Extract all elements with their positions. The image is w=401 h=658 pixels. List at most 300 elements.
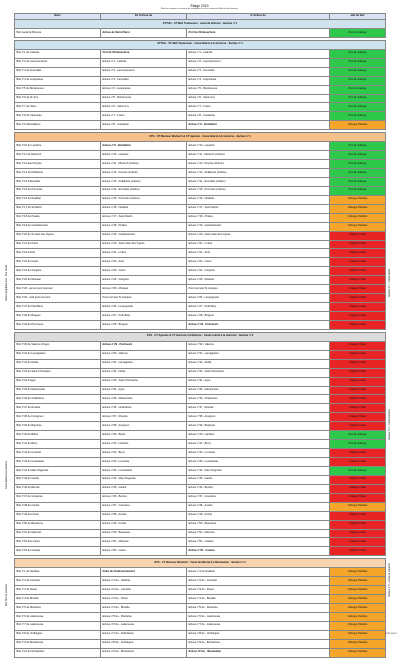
table-row bbox=[15, 547, 386, 556]
from-lock-cell: Ecluse n°23 - Cacor bbox=[101, 267, 187, 276]
bief-name-cell: Bief n°10 de Lavache bbox=[15, 142, 101, 151]
footer-label: ETAT BIEFS bbox=[384, 633, 397, 635]
to-lock-cell: Ecluse n°12 - Peyrets (chaîne) bbox=[187, 160, 330, 169]
status-cell: Vidange Totale bbox=[330, 413, 386, 422]
bief-name-cell: Bief n°51 de Mazerac bbox=[15, 529, 101, 538]
bief-name-cell: Bief n°45 de Gaulot bbox=[15, 475, 101, 484]
bief-name-cell: Bief n°42 de la Gaule bbox=[15, 449, 101, 458]
from-lock-cell: Ecluse n°19 - Castelsarrasin bbox=[101, 231, 187, 240]
bief-name-cell: Bief n°44 du Mas d'Agenais bbox=[15, 466, 101, 475]
table-row bbox=[15, 49, 386, 58]
to-lock-cell: Ecluse n°7 de - Lalanneuse bbox=[187, 621, 330, 630]
status-cell: Vidange Totale bbox=[330, 422, 386, 431]
to-lock-cell: Ecluse n°39 - Bapteste bbox=[187, 422, 330, 431]
to-lock-cell: Ecluse n°36 - Chabrières bbox=[187, 395, 330, 404]
column-header-from: De l'écluse de bbox=[101, 14, 187, 20]
status-cell: Vidange Totale bbox=[330, 240, 386, 249]
table-row bbox=[15, 458, 386, 467]
to-lock-cell: Ecluse n°1 de Noalhac bbox=[187, 568, 330, 577]
to-lock-cell: Ecluse n°38 - Auvignon bbox=[187, 413, 330, 422]
to-lock-cell: Ecluse n°33 - Saint Christophe bbox=[187, 368, 330, 377]
bief-name-cell: Bief n°8 de Castelnau bbox=[15, 112, 101, 121]
to-lock-cell: Ecluse 10 bis - Montauban bbox=[187, 648, 330, 657]
status-cell: Vidange Totale bbox=[330, 267, 386, 276]
bief-name-cell: Bief n°11 de Montech bbox=[15, 151, 101, 160]
from-lock-cell: Ecluse n°17 - Saint Martin bbox=[101, 213, 187, 222]
to-lock-cell: Ecluse n°9 - Emballens bbox=[187, 121, 330, 130]
from-lock-cell: Ecluse n°30 - Valence bbox=[101, 350, 187, 359]
to-lock-cell: Ecluse n°49 - Fontet bbox=[187, 511, 330, 520]
bief-name-cell: Bief n°50 de Bassanne bbox=[15, 520, 101, 529]
to-lock-cell: Ecluse n°9 de - Borbétouve bbox=[187, 639, 330, 648]
bief-name-cell: Bief n°9 d'Emballens bbox=[15, 121, 101, 130]
from-lock-cell: Ecluse n°50 - Bassanne bbox=[101, 529, 187, 538]
bief-name-cell: Bief n°4 de Bretelle bbox=[15, 595, 101, 604]
from-lock-cell: Ecluse n°51 - Mazerac bbox=[101, 538, 187, 547]
table-row bbox=[15, 249, 386, 258]
bief-name-cell: Bief n°31 de Lamagistère bbox=[15, 350, 101, 359]
from-lock-cell: Ecluse n°39 - Baïse bbox=[101, 431, 187, 440]
table-row bbox=[15, 195, 386, 204]
from-lock-cell: Ecluse n°35 - Mariannette bbox=[101, 395, 187, 404]
to-lock-cell: Ecluse n°27 - Petit Bézy bbox=[187, 303, 330, 312]
status-cell: Pas de vidange bbox=[330, 85, 386, 94]
from-lock-cell: Ecluse n°52 - Gares bbox=[101, 547, 187, 556]
from-lock-cell: Ecluse n°15 - Pommiès (chaîne) bbox=[101, 195, 187, 204]
bief-name-cell: Bief n°36 de Chabrières bbox=[15, 395, 101, 404]
table-row bbox=[15, 76, 386, 85]
table-row bbox=[15, 395, 386, 404]
table-row bbox=[15, 404, 386, 413]
bief-name-cell: Bief n°35 de Mariannette bbox=[15, 386, 101, 395]
section-title: STTHG - ST Midi Toulousain - Canal latéral à la Garonne - Secteur n°1 bbox=[15, 40, 386, 49]
bief-name-cell: Bief n°27 de Petit Bézy bbox=[15, 303, 101, 312]
bief-name-cell: Bief n°1 de Noalhac bbox=[15, 568, 101, 577]
table-row bbox=[15, 258, 386, 267]
bief-name-cell: Bief n°23 de Cacor bbox=[15, 258, 101, 267]
table-row bbox=[15, 621, 386, 630]
status-cell: Vidange Totale bbox=[330, 493, 386, 502]
table-row bbox=[15, 177, 386, 186]
table-row bbox=[15, 312, 386, 321]
status-cell: Vidange Partielle bbox=[330, 586, 386, 595]
status-cell: Vidange Totale bbox=[330, 276, 386, 285]
bief-name-cell: Bief n°52 des Gares bbox=[15, 538, 101, 547]
status-cell: Vidange Totale bbox=[330, 484, 386, 493]
to-lock-cell: Ecluse n°31 - Lamagistère bbox=[187, 350, 330, 359]
table-row bbox=[15, 604, 386, 613]
status-cell: Vidange Partielle bbox=[330, 222, 386, 231]
table-row bbox=[15, 359, 386, 368]
bief-name-cell: Bief n°30 de Valence d'Agen bbox=[15, 341, 101, 350]
from-lock-cell: Ecluse n°32 - Noble bbox=[101, 368, 187, 377]
section-header-row bbox=[15, 133, 386, 142]
status-cell: Pas de vidange bbox=[330, 169, 386, 178]
to-lock-cell: Port de l'Embouchure bbox=[187, 28, 330, 37]
document-subtitle: État des étiages et niveaux de navigation sur les canaux du Midi et de Garonne bbox=[161, 8, 238, 10]
bief-name-cell: Bief n°8 de Verlhaguet bbox=[15, 630, 101, 639]
to-lock-cell: Ecluse n°3 de - Fisset bbox=[187, 586, 330, 595]
from-lock-cell: Ecluse n°12 - Peyrets (chaîne) bbox=[101, 169, 187, 178]
table-row bbox=[15, 368, 386, 377]
bief-name-cell: Bief n°14 d'Escudiès bbox=[15, 177, 101, 186]
to-lock-cell: Ecluse n°3 - Fenouillet bbox=[187, 67, 330, 76]
status-cell: Pas de vidange bbox=[330, 103, 386, 112]
status-cell: Vidange Partielle bbox=[330, 630, 386, 639]
bief-name-cell: Bief n°10 de Montauban bbox=[15, 648, 101, 657]
from-lock-cell: Ecluse n°31 - Lamagistère bbox=[101, 359, 187, 368]
status-cell: Vidange Totale bbox=[330, 395, 386, 404]
side-label-left-2: Canal latéral à la Garonne bbox=[5, 461, 8, 489]
status-cell: Vidange Totale bbox=[330, 249, 386, 258]
bief-name-cell: Bief n°29 de Pommevic bbox=[15, 320, 101, 329]
table-row bbox=[15, 431, 386, 440]
to-lock-cell: Ecluse n°41 - Berry bbox=[187, 440, 330, 449]
from-lock-cell: Ecluse n°49 - Fontet bbox=[101, 520, 187, 529]
status-cell: Pas de vidange bbox=[330, 440, 386, 449]
from-lock-cell: Ecluse n°14 - Escudiès (chaîne) bbox=[101, 186, 187, 195]
bief-name-cell: Bief n°1 de Lalande bbox=[15, 49, 101, 58]
from-lock-cell: Ecluse n°1 - Lalande bbox=[101, 58, 187, 67]
status-cell: Vidange Totale bbox=[330, 520, 386, 529]
status-cell: Vidange Partielle bbox=[330, 639, 386, 648]
to-lock-cell: Ecluse n°4 - Lespinasse bbox=[187, 76, 330, 85]
status-cell: Pas de vidange bbox=[330, 160, 386, 169]
status-cell: Pas de vidange bbox=[330, 142, 386, 151]
table-row bbox=[15, 294, 386, 303]
from-lock-cell: Ecluse n°13 - Pellaborie (chaîne) bbox=[101, 177, 187, 186]
table-row bbox=[15, 276, 386, 285]
table-row bbox=[15, 169, 386, 178]
status-cell: Vidange Totale bbox=[330, 386, 386, 395]
table-row bbox=[15, 341, 386, 350]
from-lock-cell: Ecluse n°25 - Moissac bbox=[101, 285, 187, 294]
table-row bbox=[15, 440, 386, 449]
table-row bbox=[15, 58, 386, 67]
table-row bbox=[15, 67, 386, 76]
to-lock-cell: Ecluse n°16 - Noalhac bbox=[187, 195, 330, 204]
to-lock-cell: Ecluse n°29 - Pommevic bbox=[187, 320, 330, 329]
to-lock-cell: Ecluse n°21 - L'Hers bbox=[187, 240, 330, 249]
from-lock-cell: Ecluse n°18 - Prades bbox=[101, 222, 187, 231]
to-lock-cell: Ecluse n°34 - Agen bbox=[187, 377, 330, 386]
table-row bbox=[15, 142, 386, 151]
bief-name-cell: Bief n°3 de Fisset bbox=[15, 586, 101, 595]
status-cell: Vidange Partielle bbox=[330, 568, 386, 577]
from-lock-cell: Ecluse n°6 - Saint-Jory bbox=[101, 103, 187, 112]
status-cell: Vidange Totale bbox=[330, 538, 386, 547]
bief-name-cell: Bief n°18 de Prades bbox=[15, 213, 101, 222]
table-row bbox=[15, 502, 386, 511]
bief-name-cell: Bief n°47 de Gravières bbox=[15, 493, 101, 502]
table-row bbox=[15, 267, 386, 276]
side-label-left-1: Voies navigables Sud - Sud Ouest bbox=[5, 264, 8, 302]
from-lock-cell: Ecluse n°16 - Noalhac bbox=[101, 204, 187, 213]
to-lock-cell: Ecluse n°51 - Mazerac bbox=[187, 529, 330, 538]
section-title: STG - ST Moissac Montech & CT Agenais - Canal latéral à la Garonne - Secteur n°1 bbox=[15, 133, 386, 142]
to-lock-cell: Ecluse n°32 - Noble bbox=[187, 359, 330, 368]
to-lock-cell: Ecluse n°48 - Auriole bbox=[187, 502, 330, 511]
table-row bbox=[15, 85, 386, 94]
side-label-right-0: Secteur n°1 - Canal latéral bbox=[388, 268, 391, 298]
bief-name-cell: Bief n°20 de St Jean des Vignes bbox=[15, 231, 101, 240]
table-row bbox=[15, 568, 386, 577]
to-lock-cell: Ecluse n°25 - Moissac bbox=[187, 276, 330, 285]
status-cell: Vidange Totale bbox=[330, 475, 386, 484]
to-lock-cell: Ecluse n°30 - Valence bbox=[187, 341, 330, 350]
section-title: STG - CT Agenais & CT Garonne Confluence - Canal Latéral à la Garonne - Secteur n°2 bbox=[15, 332, 386, 341]
status-cell: Vidange Totale bbox=[330, 341, 386, 350]
bief-name-cell: Bief n°5 de Bordeneuve bbox=[15, 85, 101, 94]
from-lock-cell: Ecluse n°36 - Chabrières bbox=[101, 404, 187, 413]
table-row bbox=[15, 121, 386, 130]
document-page bbox=[14, 4, 385, 658]
status-cell: Vidange Partielle bbox=[330, 502, 386, 511]
to-lock-cell: Ecluse n°6 - Saint-Jory bbox=[187, 94, 330, 103]
table-row bbox=[15, 303, 386, 312]
from-lock-cell: Ecluse n°5 de - Mortarieu bbox=[101, 612, 187, 621]
from-lock-cell: Ecluse n°5 - Bordeneuve bbox=[101, 94, 187, 103]
bief-name-cell: Bief canal de Brienne bbox=[15, 28, 101, 37]
to-lock-cell: Ecluse n°4 de - Bretelle bbox=[187, 595, 330, 604]
from-lock-cell: Ecluse n°6 de - Lalanneuse bbox=[101, 621, 187, 630]
from-lock-cell: Ecluse n°40 - Larderet bbox=[101, 440, 187, 449]
status-cell: Vidange Partielle bbox=[330, 604, 386, 613]
status-cell: Pas de vidange bbox=[330, 177, 386, 186]
table-row bbox=[15, 630, 386, 639]
bief-name-cell: Bief n°26 - aval pont tournant bbox=[15, 294, 101, 303]
status-cell: Vidange Partielle bbox=[330, 612, 386, 621]
biefs-table bbox=[14, 13, 386, 658]
bief-name-cell: Bief n°16 de Noalhac bbox=[15, 195, 101, 204]
side-label-right-1: Secteur n°2 - Canal Garonne bbox=[388, 409, 391, 441]
to-lock-cell: Ecluse n°23 - Cacor bbox=[187, 258, 330, 267]
status-cell: Pas de vidange bbox=[330, 76, 386, 85]
bief-name-cell: Bief n°21 de l'Hers bbox=[15, 240, 101, 249]
table-row bbox=[15, 285, 386, 294]
to-lock-cell: Ecluse n°13 - Pellaborie (chaîne) bbox=[187, 169, 330, 178]
to-lock-cell: Ecluse n°15 - Pommiès (chaîne) bbox=[187, 186, 330, 195]
status-cell: Pas de vidange bbox=[330, 151, 386, 160]
from-lock-cell: Ecluse n°9 - Emballens bbox=[101, 142, 187, 151]
table-row bbox=[15, 466, 386, 475]
to-lock-cell: Ecluse n°37 - Rosette bbox=[187, 404, 330, 413]
table-row bbox=[15, 586, 386, 595]
bief-name-cell: Bief n°53 de Castets bbox=[15, 547, 101, 556]
to-lock-cell: Ecluse n°45 - Gaulot bbox=[187, 475, 330, 484]
bief-name-cell: Bief n°6 de St Jory bbox=[15, 94, 101, 103]
status-cell: Vidange Totale bbox=[330, 377, 386, 386]
status-cell: Vidange Totale bbox=[330, 529, 386, 538]
table-row bbox=[15, 103, 386, 112]
to-lock-cell: Ecluse n°22 - Artel bbox=[187, 249, 330, 258]
from-lock-cell: Ecluse n°10 - Lavache bbox=[101, 151, 187, 160]
title-block bbox=[14, 4, 385, 11]
to-lock-cell: Ecluse n°20 - Saint Jean des Vignes bbox=[187, 231, 330, 240]
table-row bbox=[15, 231, 386, 240]
from-lock-cell: Ecluse n°45 - Gaulot bbox=[101, 484, 187, 493]
from-lock-cell: Ecluse n°11 - Montech (chaîne) bbox=[101, 160, 187, 169]
status-cell: Vidange Totale bbox=[330, 511, 386, 520]
to-lock-cell: Ecluse n°53 - Castets bbox=[187, 547, 330, 556]
from-lock-cell: Ecluse n°8 - Castelnau bbox=[101, 121, 187, 130]
status-cell: Vidange Totale bbox=[330, 449, 386, 458]
status-cell: Vidange Totale bbox=[330, 320, 386, 329]
from-lock-cell: Ecluse n°42 - La Gaule bbox=[101, 458, 187, 467]
bief-name-cell: Bief n°17 de St Martin bbox=[15, 204, 101, 213]
status-cell: Vidange Totale bbox=[330, 258, 386, 267]
table-row bbox=[15, 595, 386, 604]
bief-name-cell: Bief n°2 de Lamothe bbox=[15, 577, 101, 586]
from-lock-cell: Ecluse n°41 - Berry bbox=[101, 449, 187, 458]
table-row bbox=[15, 377, 386, 386]
to-lock-cell: Ecluse n°8 - Castelnau bbox=[187, 112, 330, 121]
table-row bbox=[15, 94, 386, 103]
bief-name-cell: Bief n°37 de Rosette bbox=[15, 404, 101, 413]
bief-name-cell: Bief n°48 de Auriole bbox=[15, 502, 101, 511]
to-lock-cell: Ecluse n°17 - Saint Martin bbox=[187, 204, 330, 213]
table-row bbox=[15, 413, 386, 422]
status-cell: Vidange Totale bbox=[330, 231, 386, 240]
table-row bbox=[15, 475, 386, 484]
from-lock-cell: Ecluse n°33 - Saint Christophe bbox=[101, 377, 187, 386]
from-lock-cell: Ecluse n°47 - Gravières bbox=[101, 502, 187, 511]
to-lock-cell: Ecluse n°42 - La Gaule bbox=[187, 449, 330, 458]
status-cell: Vidange Partielle bbox=[330, 595, 386, 604]
table-row bbox=[15, 520, 386, 529]
from-lock-cell: Ecluse n°37 - Rosette bbox=[101, 413, 187, 422]
to-lock-cell: Ecluse n°24 - Grégoire bbox=[187, 267, 330, 276]
to-lock-cell: Ecluse n°44 - Mas d'Agenais bbox=[187, 466, 330, 475]
table-row bbox=[15, 639, 386, 648]
to-lock-cell: Ecluse n°8 de - Verlhaguet bbox=[187, 630, 330, 639]
status-cell: Vidange Partielle bbox=[330, 621, 386, 630]
bief-name-cell: Bief n°33 de Saint Christophe bbox=[15, 368, 101, 377]
status-cell: Vidange Partielle bbox=[330, 204, 386, 213]
from-lock-cell: Ecluse n°8 de - Verlhaguet bbox=[101, 639, 187, 648]
to-lock-cell: Ecluse n°10 - Lavache bbox=[187, 142, 330, 151]
to-lock-cell: Ecluse n°52 - Castets bbox=[187, 538, 330, 547]
bief-name-cell: Bief n°2 de Lacourtensourt bbox=[15, 58, 101, 67]
table-row bbox=[15, 151, 386, 160]
to-lock-cell: Ecluse n°28 - Braguel bbox=[187, 312, 330, 321]
status-cell: Vidange Totale bbox=[330, 458, 386, 467]
status-cell: Pas de vidange bbox=[330, 431, 386, 440]
section-title: STG - CT Moissac Montech : Canal de Montech à Montauban - Secteur n°3 bbox=[15, 559, 386, 568]
from-lock-cell: Ecluse n°7 de - Fabrizières bbox=[101, 630, 187, 639]
status-cell: Pas de vidange bbox=[330, 58, 386, 67]
to-lock-cell: Ecluse n°19 - Castelsarrasin bbox=[187, 222, 330, 231]
table-row bbox=[15, 449, 386, 458]
section-header-row bbox=[15, 40, 386, 49]
table-row bbox=[15, 160, 386, 169]
bief-name-cell: Bief n°3 de Fenouillet bbox=[15, 67, 101, 76]
from-lock-cell: Ecluse n°38 - Auvignon bbox=[101, 422, 187, 431]
table-row bbox=[15, 28, 386, 37]
table-row bbox=[15, 511, 386, 520]
to-lock-cell: Ecluse n°6 de - Lalanneuse bbox=[187, 612, 330, 621]
bief-name-cell: Bief n°5 de Mortarieu bbox=[15, 604, 101, 613]
status-cell: Vidange Totale bbox=[330, 359, 386, 368]
from-lock-cell: Ecluse n°27 - Petit Bézy bbox=[101, 312, 187, 321]
from-lock-cell: Ecluse n°2 de - Lamothe bbox=[101, 586, 187, 595]
bief-name-cell: Bief n°15 de Pommiès bbox=[15, 186, 101, 195]
to-lock-cell: Ecluse n°1 - Lalande bbox=[187, 49, 330, 58]
bief-name-cell: Bief n°49 de Fontet bbox=[15, 511, 101, 520]
from-lock-cell: Ecluse n°21 - L'Hers bbox=[101, 249, 187, 258]
from-lock-cell: Port de l'Embouchure bbox=[101, 49, 187, 58]
to-lock-cell: Ecluse n°47 - Gravières bbox=[187, 493, 330, 502]
bief-name-cell: Bief n°38 de l'Auvignon bbox=[15, 413, 101, 422]
table-row bbox=[15, 222, 386, 231]
from-lock-cell: Ecluse n°29 - Pommevic bbox=[101, 341, 187, 350]
status-cell: Vidange Partielle bbox=[330, 195, 386, 204]
from-lock-cell: Ecluse n°2 - Lacourtensourt bbox=[101, 67, 187, 76]
from-lock-cell: Ecluse n°20 - Saint Jean des Vignes bbox=[101, 240, 187, 249]
from-lock-cell: Ecluse n°44 - Mas d'Agenais bbox=[101, 475, 187, 484]
table-row bbox=[15, 612, 386, 621]
from-lock-cell: Ecluse n°4 - Lespinasse bbox=[101, 85, 187, 94]
from-lock-cell: Ecluse n°34 - Agen bbox=[101, 386, 187, 395]
section-header-row bbox=[15, 332, 386, 341]
bief-name-cell: Bief n°25 de Moissac bbox=[15, 276, 101, 285]
bief-name-cell: Bief n°22 d'Artel bbox=[15, 249, 101, 258]
bief-name-cell: Bief n°26 - amont pont tournant bbox=[15, 285, 101, 294]
from-lock-cell: Ecluse n°3 de - Fisset bbox=[101, 595, 187, 604]
table-row bbox=[15, 529, 386, 538]
document-title: Étiage 2019 bbox=[190, 4, 209, 8]
from-lock-cell: Ecluse n°4 de - Bretelle bbox=[101, 604, 187, 613]
table-row bbox=[15, 240, 386, 249]
table-row bbox=[15, 493, 386, 502]
table-row bbox=[15, 386, 386, 395]
status-cell: Vidange Totale bbox=[330, 294, 386, 303]
status-cell: Pas de vidange bbox=[330, 67, 386, 76]
from-lock-cell: Ecluse n°43 - La Gaulette bbox=[101, 466, 187, 475]
to-lock-cell: Ecluse n°2 - Lacourtensourt bbox=[187, 58, 330, 67]
to-lock-cell: Ecluse n°40 - Larderet bbox=[187, 431, 330, 440]
to-lock-cell: Ecluse n°35 - Mariannette bbox=[187, 386, 330, 395]
from-lock-cell: Pont tournant St Jacques bbox=[101, 294, 187, 303]
section-title: STTHG - ST Midi Toulousain - canal de Brienne - Secteur n°1 bbox=[15, 20, 386, 29]
column-header-to: à l'écluse de bbox=[187, 14, 330, 20]
bief-name-cell: Bief n°13 de Pellaborie bbox=[15, 169, 101, 178]
bief-name-cell: Bief n°12 des Peyrets bbox=[15, 160, 101, 169]
table-row bbox=[15, 320, 386, 329]
status-cell: Vidange Totale bbox=[330, 404, 386, 413]
from-lock-cell: Ecluse n°46 - Bernès bbox=[101, 493, 187, 502]
from-lock-cell: Ecluse n°3 - Fenouillet bbox=[101, 76, 187, 85]
status-cell: Pas de vidange bbox=[330, 466, 386, 475]
to-lock-cell: Ecluse n°7 - L'Hers bbox=[187, 103, 330, 112]
table-row bbox=[15, 484, 386, 493]
status-cell: Vidange Totale bbox=[330, 547, 386, 556]
bief-name-cell: Bief n°43 de la Gaulette bbox=[15, 458, 101, 467]
table-row bbox=[15, 538, 386, 547]
to-lock-cell: Ecluse n°50 - Bassanne bbox=[187, 520, 330, 529]
column-header-biefs: Biefs bbox=[15, 14, 101, 20]
table-row bbox=[15, 350, 386, 359]
to-lock-cell: Ecluse n°46 - Bernès bbox=[187, 484, 330, 493]
bief-name-cell: Bief n°32 de Noble bbox=[15, 359, 101, 368]
bief-name-cell: Bief n°41 de Berry bbox=[15, 440, 101, 449]
status-cell: Pas de vidange bbox=[330, 94, 386, 103]
side-label-right-2: Secteur n°3 - Canal de Montech bbox=[388, 562, 391, 598]
status-cell: Vidange Totale bbox=[330, 312, 386, 321]
bief-name-cell: Bief n°40 de Baïse bbox=[15, 431, 101, 440]
to-lock-cell: Ecluse n°11 - Montech (chaîne) bbox=[187, 151, 330, 160]
table-row bbox=[15, 204, 386, 213]
